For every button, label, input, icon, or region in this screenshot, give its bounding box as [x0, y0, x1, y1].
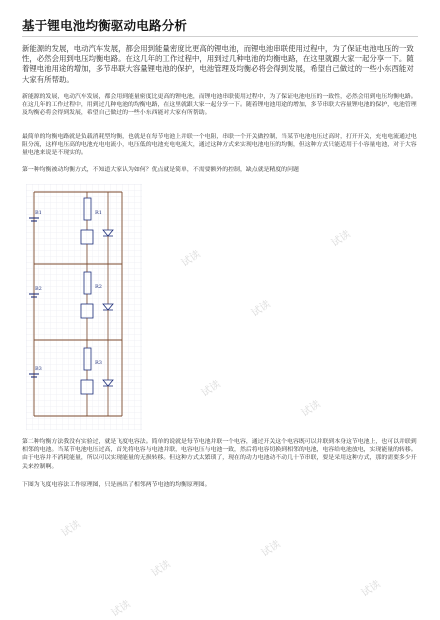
battery-label-b3: B3	[35, 366, 42, 372]
resistor-label-r2: R2	[95, 284, 102, 290]
watermark-text: 试读	[149, 558, 173, 580]
watermark-text: 试读	[179, 248, 203, 270]
watermark-text: 试读	[299, 398, 323, 420]
resistor-label-r1: R1	[95, 210, 102, 216]
paragraph-passive-balance: 最简单的均衡电路就是负载消耗型均衡，也就是在每节电池上并联一个电阻，串联一个开关做控制，当某节电池电压过高时，打开开关，充电电流通过电阻分流，这样电压高的电池充电电流小，电压低的电池充电电流大，通过这种方式来实现电池电压的均衡，但这种方式只能适用于小容量电池，对于大容量电池来说是不现实的。	[22, 134, 417, 157]
watermark-text: 试读	[329, 228, 353, 250]
watermark-text: 试读	[59, 518, 83, 540]
watermark-text: 试读	[249, 298, 273, 320]
battery-label-b2: B2	[35, 286, 42, 292]
watermark-text: 试读	[259, 538, 283, 560]
watermark-text: 试读	[109, 598, 133, 620]
watermark-text: 试读	[199, 378, 223, 400]
battery-label-b1: B1	[35, 210, 42, 216]
paragraph-flying-capacitor: 第二种均衡方法我没有实验过，就是飞度电容法。简单的说就是每节电池并联一个电容，通过开关这个电容既可以并联到本身这节电池上，也可以并联到相邻的电池。当某节电池电压过高，首先将电容与电池并联，电容电压与电池一致，然后将电容切换到相邻的电池，电容给电池放电，实现能量的转移。由于电容并不消耗能量，所以可以实现能量的无损转移。但这种方式太繁琐了，现在的动力电池动不动几十节串联，要是采用这种方式，那的需要多少开关来控制啊。	[22, 439, 417, 470]
circuit-svg	[26, 184, 142, 430]
paragraph-intro: 新能源的发展，电动汽车发展，都会用到能量密度比更高的锂电池，而锂电池串联使用过程中，为了保证电池电压的一致性，必然会用到电压均衡电路。在这几年的工作过程中，用到过几种电池的均衡电路，在这里就跟大家一起分享一下。随着锂电池用途的增加，多节串联大容量锂电池的保护，电池管理及均衡必将会得到发展，希望自己做过的一些小东西能对大家有所帮助。	[22, 44, 414, 84]
resistor-label-r3: R3	[95, 360, 102, 366]
paragraph-figure-caption: 下图为飞度电容法工作原理图，只是画出了相邻两节电池的均衡原理图。	[22, 482, 211, 488]
title-divider	[22, 36, 418, 37]
page-title: 基于锂电池均衡驱动电路分析	[22, 18, 188, 33]
paragraph-first-method: 第一种均衡被动均衡方式，不知道大家认为如何？优点就是简单，不需要额外的控制，缺点就是精度的问题	[22, 167, 299, 173]
passive-balance-circuit-diagram	[26, 184, 142, 430]
paragraph-intro-repeat: 新能源的发展，电动汽车发展，都会用到能量密度比更高的锂电池，而锂电池串联使用过程中，为了保证电池电压的一致性，必然会用到电压均衡电路。在这几年的工作过程中，用到过几种电池的均衡电路，在这里就跟大家一起分享一下。随着锂电池用途的增加，多节串联大容量锂电池的保护，电池管理及均衡必将会得到发展，希望自己做过的一些小东西能对大家有所帮助。	[22, 94, 417, 117]
watermark-text: 试读	[359, 578, 383, 600]
title-area	[22, 16, 418, 34]
